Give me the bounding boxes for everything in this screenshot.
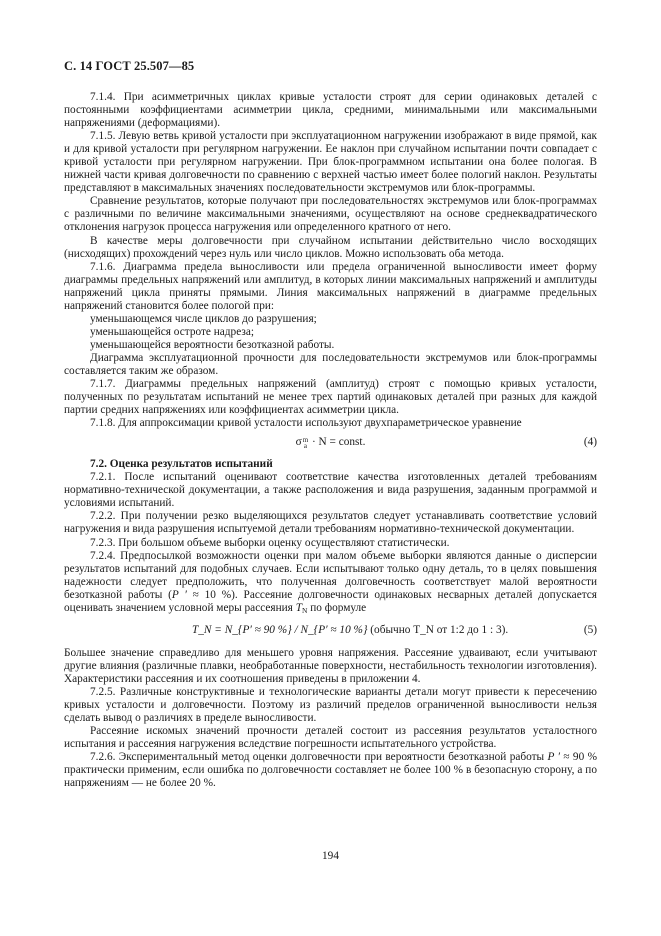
paragraph-7-2-6 [64,751,597,790]
paragraph-7-1-4: 7.1.4. При асимметричных циклах кривые усталости строят для серии одинаковых деталей с постоянными коэффициентами асимметрии цикла, средними, минимальными или максимальными напряжениями (деформациями). [64,91,597,130]
paragraph-7-1-6: 7.1.6. Диаграмма предела выносливости или предела ограниченной выносливости имеет форму диаграммы предельных напряжений или амплитуд, в которых линии максимальных напряжений и амплитуды напряжений цикла приняты прямыми. Линия максимальных напряжений в диаграмме предельных напряжений становится более пологой при: [64,260,597,312]
formula-4-expression [64,436,597,449]
formula-rest: · N = const. [309,436,366,449]
paragraph-7-1-5: 7.1.5. Левую ветвь кривой усталости при эксплуатационном нагружении изображают в виде прямой, как и для кривой усталости при регулярном нагружении. Ее наклон при случайном испытании почти совпадает с кривой усталости при регулярном нагружении. При блок-программном испытании она более пологая. В нижней части кривая долговечности по сравнению с верхней частью имеет более пологий наклон. Результаты представляют в максимальных значениях последовательности экстремумов или блок-программы. [64,130,597,195]
p12-symbol-p: P ′ [171,588,187,601]
p12-symbol-t-sub: N [301,605,308,615]
paragraph-durability-measure: В качестве меры долговечности при случайном испытании действительно число восходящих (нисходящих) прохождений через нуль или число циклов. Можно использовать оба метода. [64,234,597,260]
paragraph-7-1-8: 7.1.8. Для аппроксимации кривой усталости используют двухпараметрическое уравнение [90,417,522,430]
paragraph-scatter-composition: Рассеяние искомых значений прочности деталей состоит из рассеяния результатов усталостного испытания и рассеяния нагружения вследствие погрешности испытательного устройства. [64,725,597,751]
formula-sup: m [302,435,309,444]
p16-symbol-p: P ′ [547,751,561,764]
page-number: 194 [322,850,339,862]
formula-5 [64,621,597,641]
paragraph-scatter: Большее значение справедливо для меньшего уровня напряжения. Рассеяние удваивают, если учитывают другие влияния (различные плавки, необработанные поверхности, нестабильность технологии изготовления). Характеристики рассеяния и их соотношения приведены в приложении 4. [64,646,597,685]
section-heading: 7.2. Оценка результатов испытаний [90,458,273,471]
page-header: С. 14 ГОСТ 25.507—85 [64,59,195,73]
p12-text-c: по формуле [307,601,367,614]
paragraph-7-2-5: 7.2.5. Различные конструктивные и технологические варианты детали могут привести к пересечению кривых усталости и долговечности. Поэтому из различий пределов ограниченной выносливости нельзя сделать вывод о различиях в пределе выносливости. [64,685,597,725]
p16-text-a: 7.2.6. Экспериментальный метод оценки долговечности при вероятности безотказной работы [90,751,548,764]
formula-5-tail: (обычно T_N от 1:2 до 1 : 3). [370,623,509,636]
formula-indices [303,437,308,449]
paragraph-7-2-2: 7.2.2. При получении резко выделяющихся результатов следует устанавливать соответствие условий нагружения и вида разрушения испытуемой детали требованиям нормативно-технической документации. [64,510,597,536]
p12-symbol-t: T [295,601,302,614]
list-item: уменьшающейся вероятности безотказной работы. [90,338,335,351]
document-body [64,91,597,790]
p16-text-b: ≈ 90 % практически применим, если ошибка по долговечности составляет не более 100 % в безопасную сторону, а по напряжениям — не более 20 %. [64,751,597,790]
paragraph-7-2-1: 7.2.1. После испытаний оценивают соответствие качества изготовленных деталей требованиям нормативно-технической документации, а также расположения и вида разрушения, заданным программой и условиями испытаний. [64,471,597,510]
paragraph-7-2-3: 7.2.3. При большом объеме выборки оценку осуществляют статистически. [90,536,450,549]
p12-text-b: ≈ 10 %). Рассеяние долговечности одинаковых несварных деталей допускается оценивать значением условной меры рассеяния [64,588,597,614]
paragraph-7-1-7: 7.1.7. Диаграммы предельных напряжений (амплитуд) строят с помощью кривых усталости, полученных по результатам испытаний не менее трех партий одинаковых деталей при разных для каждой партии средних напряжениях или коэффициентах асимметрии цикла. [64,378,597,417]
formula-4-number: (4) [583,436,597,449]
formula-4 [64,434,597,452]
formula-5-number: (5) [583,623,597,636]
paragraph-7-2-4 [64,550,597,617]
formula-sub: a [303,441,307,450]
paragraph-diagram: Диаграмма эксплуатационной прочности для последовательности экстремумов или блок-программы составляется таким же образом. [64,351,597,377]
formula-sigma: σ [295,436,302,449]
p12-text-a: 7.2.4. Предпосылкой возможности оценки при малом объеме выборки являются данные о дисперсии результатов испытаний для подобных случаев. Если испытывают только одну деталь, то в целях повышения надежности следует предположить, что полученная долговечность соответствует малой вероятности безотказной работы ( [64,549,597,601]
formula-5-expression [192,624,508,637]
paragraph-comparison: Сравнение результатов, которые получают при последовательностях экстремумов или блок-программах с различными по величине максимальными значениями, осуществляют на основе среднеквадратического отклонения нагрузок процесса нагружения или определенного кратного от него. [64,195,597,234]
formula-5-main: T_N = N_{P′ ≈ 90 %} / N_{P′ ≈ 10 %} [192,623,368,636]
list-item: уменьшающемся числе циклов до разрушения; [90,312,317,325]
list-item: уменьшающейся остроте надреза; [90,325,254,338]
